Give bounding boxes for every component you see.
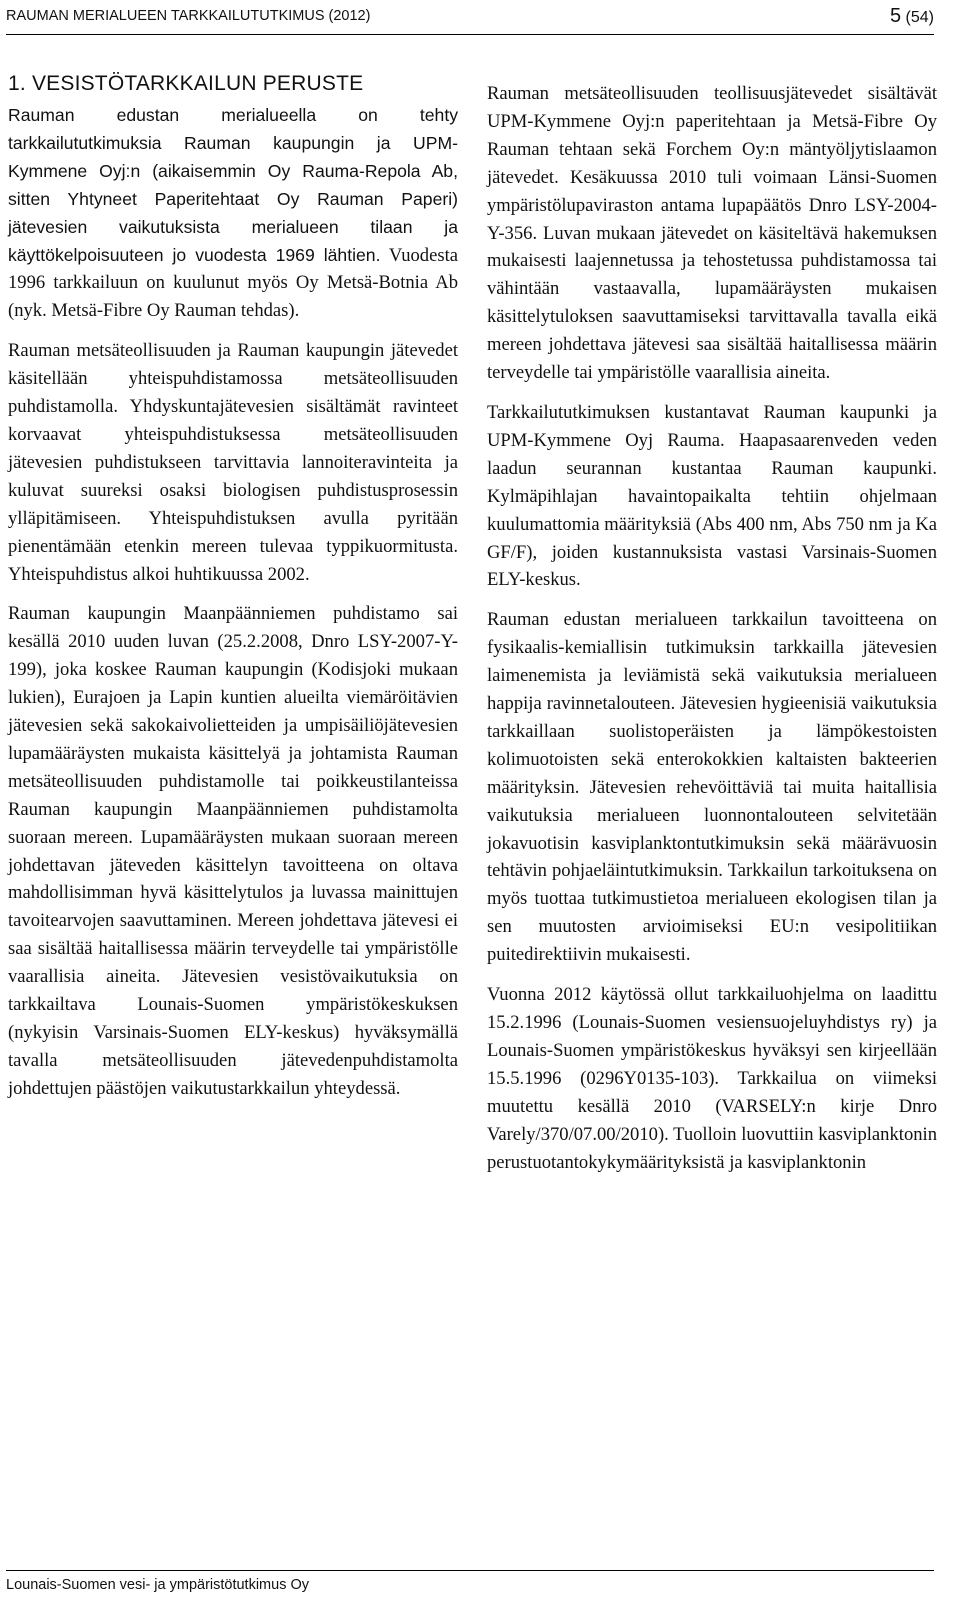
paragraph: Rauman kaupungin Maanpäänniemen puhdistamo sai kesällä 2010 uuden luvan (25.2.2008, Dnro LSY-2007-Y-199), joka koskee Rauman kaupungin (Kodisjoki mukaan lukien), Eurajoen ja Lapin kuntien alueilta viemäröitävien jätevesien sekä sakokaivolietteiden ja umpisäiliöjätevesien lupamääräysten mukaista käsittelyä ja johtamista Rauman metsäteollisuuden puhdistamolle tai poikkeustilanteissa Rauman kaupungin Maanpäänniemen puhdistamolta suoraan mereen. Lupamääräysten mukaan suoraan mereen johdettavan jäteveden käsittelyn tavoitteena on oltava mahdollisimman hyvä käsittelytulos ja luvassa mainittujen tavoitearvojen saavuttaminen. Mereen johdettava jätevesi ei saa sisältää haitallisessa määrin terveydelle tai ympäristölle vaarallisia aineita. Jätevesien vesistövaikutuksia on tarkkailtava Lounais-Suomen ympäristökeskuksen (nykyisin Varsinais-Suomen ELY-keskus) hyväksymällä tavalla metsäteollisuuden jätevedenpuhdistamolta johdettujen päästöjen vaikutustarkkailun yhteydessä. xyxy=(8,603,458,1099)
page-header xyxy=(6,0,934,35)
paragraph: Tarkkailututkimuksen kustantavat Rauman kaupunki ja UPM-Kymmene Oyj Rauma. Haapasaarenveden veden laadun seurannan kustantaa Rauman kaupunki. Kylmäpihlajan havaintopaikalta tehtiin ohjelmaan kuulumattomia määrityksiä (Abs 400 nm, Abs 750 nm ja Ka GF/F), joiden kustannuksista vastasi Varsinais-Suomen ELY-keskus. xyxy=(487,401,937,591)
paragraph: Vuonna 2012 käytössä ollut tarkkailuohjelma on laadittu 15.2.1996 (Lounais-Suomen vesiensuojeluyhdistys ry) ja Lounais-Suomen ympäristökeskus hyväksyi sen kirjeellään 15.5.1996 (0296Y0135-103). Tarkkailua on viimeksi muutettu kesällä 2010 (VARSELY:n kirje Dnro Varely/370/07.00/2010). Tuolloin luovuttiin kasviplanktonin perustuotantokykymäärityksistä ja kasviplanktonin xyxy=(487,984,937,1173)
page-indicator xyxy=(890,5,934,28)
left-column xyxy=(8,70,458,1115)
paragraph: Rauman edustan merialueen tarkkailun tavoitteena on fysikaalis-kemiallisin tutkimuksin tarkkailla jätevesien laimenemista ja leviämistä sekä vaikutuksia merialueen happija ravinnetalouteen. Jätevesien hygieenisiä vaikutuksia tarkkaillaan suolistoperäisten ja lämpökestoisten kolimuotoisten sekä enterokokkien kaltaisten bakteerien määrityksin. Jätevesien rehevöittäviä tai muita haitallisia vaikutuksia merialueen luonnontalouteen selvitetään jokavuotisin kasviplanktontutkimuksin sekä määrävuosin tehtävin pohjaeläintutkimuksin. Tarkkailun tarkoituksena on myös tuottaa tutkimustietoa merialueen ekologisen tilan ja sen muutosten arvioimiseksi EU:n vesipolitiikan puitedirektiivin mukaisesti. xyxy=(487,609,937,966)
page-number: 5 xyxy=(889,5,902,27)
paragraph: Rauman metsäteollisuuden teollisuusjätevedet sisältävät UPM-Kymmene Oyj:n paperitehtaan ja Metsä-Fibre Oy Rauman tehtaan sekä Forchem Oy:n mäntyöljytislaamon jätevedet. Kesäkuussa 2010 tuli voimaan Länsi-Suomen ympäristölupaviraston antama lupapäätös Dnro LSY-2004-Y-356. Luvan mukaan jätevedet on käsiteltävä hakemuksen mukaisesti laajennetussa ja tehostetussa puhdistamossa tai vähintään vastaavalla, lupamääräysten mukaisen käsittelytuloksen saavuttamiseksi tarvittavalla tavalla eikä mereen johdettava jätevesi saa sisältää haitallisessa määrin terveydelle tai ympäristölle vaarallisia aineita. xyxy=(487,83,937,384)
paragraph-intro: Rauman edustan merialueella on tehty tarkkailututkimuksia Rauman kaupungin ja UPM-Kymmene Oyj:n (aikaisemmin Oy Rauma-Repola Ab, sitten Yhtyneet Paperitehtaat Oy Rauman Paperi) jätevesien vaikutuksista merialueen tilaan ja käyttökelpoisuuteen jo vuodesta 1969 lähtien. xyxy=(8,105,458,265)
page-footer xyxy=(6,1570,934,1593)
paragraph xyxy=(8,102,458,325)
section-heading: 1. VESISTÖTARKKAILUN PERUSTE xyxy=(8,72,364,95)
paragraph-continuation: Vuodesta 1996 tarkkailuun on kuulunut myös Oy Metsä-Botnia Ab (nyk. Metsä-Fibre Oy Rauman tehdas). xyxy=(8,244,458,322)
page-total: (54) xyxy=(905,9,934,26)
right-column xyxy=(487,80,937,1188)
report-title: RAUMAN MERIALUEEN TARKKAILUTUTKIMUS (2012) xyxy=(6,8,371,24)
footer-organization: Lounais-Suomen vesi- ja ympäristötutkimus Oy xyxy=(6,1577,310,1593)
paragraph: Rauman metsäteollisuuden ja Rauman kaupungin jätevedet käsitellään yhteispuhdistamossa metsäteollisuuden puhdistamolla. Yhdyskuntajätevesien sisältämät ravinteet korvaavat yhteispuhdistuksessa metsäteollisuuden jätevesien puhdistukseen tarvittavia lannoiteravinteita ja kuluvat suureksi osaksi biologisen puhdistusprosessin ylläpitämiseen. Yhteispuhdistuksen avulla pyritään pienentämään etenkin mereen tulevaa typpikuormitusta. Yhteispuhdistus alkoi huhtikuussa 2002. xyxy=(8,340,458,585)
